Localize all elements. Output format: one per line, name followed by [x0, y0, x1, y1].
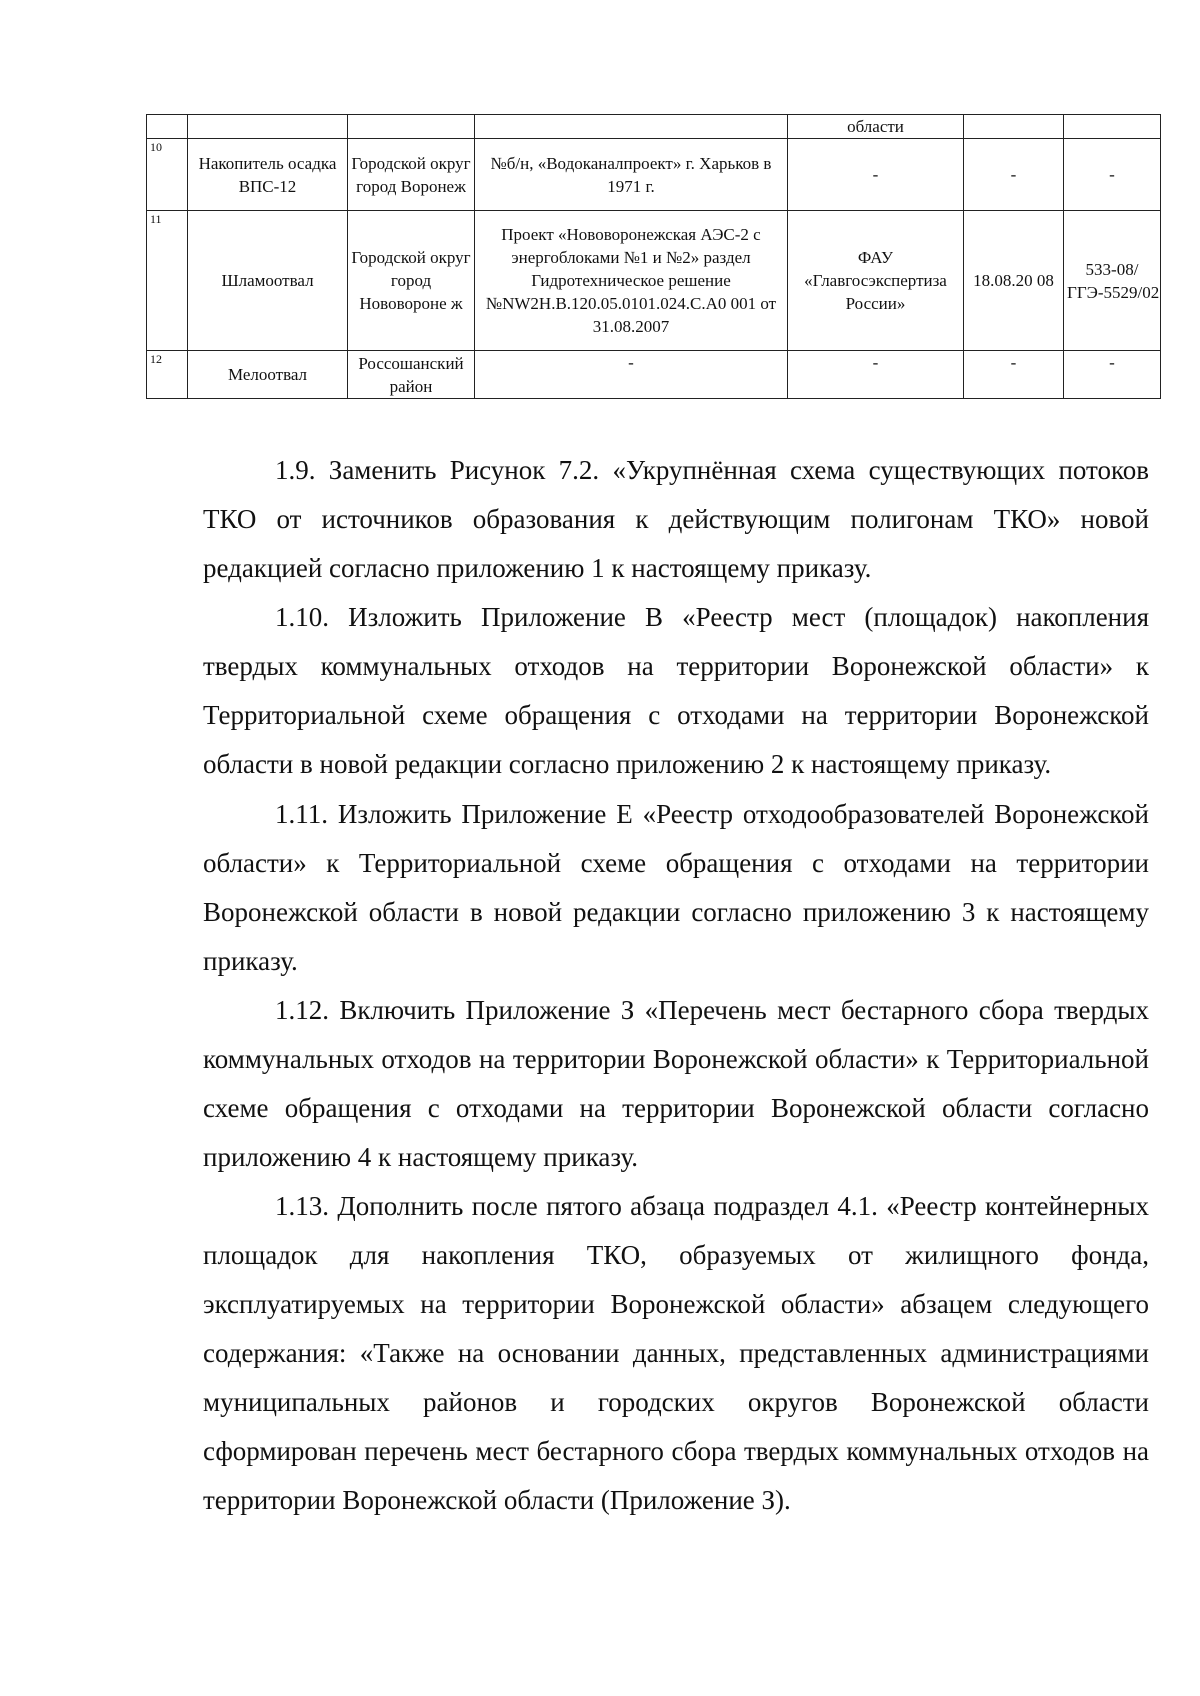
paragraph-1-10: 1.10. Изложить Приложение В «Реестр мест (площадок) накопления твердых коммунальных отходов на территории Воронежской области» к Территориальной схеме обращения с отходами на территории Воронежской области в новой редакции согласно приложению 2 к настоящему приказу. — [203, 602, 1149, 779]
object-name — [188, 115, 348, 139]
object-name: Мелоотвал — [188, 351, 348, 399]
object-location: Городской округ город Воронеж — [348, 139, 475, 211]
expertise-date: - — [964, 351, 1064, 399]
object-name: Накопитель осадка ВПС-12 — [188, 139, 348, 211]
object-location: Городской округ город Нововороне ж — [348, 211, 475, 351]
expertise-number: 533-08/ГГЭ-5529/02 — [1064, 211, 1161, 351]
row-number — [147, 115, 188, 139]
row-number: 11 — [147, 211, 188, 351]
paragraph-1-9: 1.9. Заменить Рисунок 7.2. «Укрупнённая схема существующих потоков ТКО от источников образования к действующим полигонам ТКО» новой редакцией согласно приложению 1 к настоящему приказу. — [203, 455, 1149, 583]
row-number: 10 — [147, 139, 188, 211]
object-name: Шламоотвал — [188, 211, 348, 351]
expertise-date — [964, 115, 1064, 139]
object-location: Россошанский район — [348, 351, 475, 399]
project-info: Проект «Нововоронежская АЭС-2 с энергоблоками №1 и №2» раздел Гидротехническое решение №NW2H.B.120.05.0101.024.C.A0 001 от 31.08.2007 — [475, 211, 788, 351]
project-info — [475, 115, 788, 139]
project-info: №б/н, «Водоканалпроект» г. Харьков в 1971 г. — [475, 139, 788, 211]
paragraph-1-13: 1.13. Дополнить после пятого абзаца подраздел 4.1. «Реестр контейнерных площадок для накопления ТКО, образуемых от жилищного фонда, эксплуатируемых на территории Воронежской области» абзацем следующего содержания: «Также на основании данных, представленных администрациями муниципальных районов и городских округов Воронежской области сформирован перечень мест бестарного сбора твердых коммунальных отходов на территории Воронежской области (Приложение З). — [203, 1191, 1149, 1515]
expertise-body: - — [788, 351, 964, 399]
expertise-body: области — [788, 115, 964, 139]
expertise-number — [1064, 115, 1161, 139]
expertise-date: 18.08.20 08 — [964, 211, 1064, 351]
expertise-number: - — [1064, 351, 1161, 399]
paragraph-1-11: 1.11. Изложить Приложение Е «Реестр отходообразователей Воронежской области» к Территориальной схеме обращения с отходами на территории Воронежской области в новой редакции согласно приложению 3 к настоящему приказу. — [203, 799, 1149, 976]
expertise-body: - — [788, 139, 964, 211]
table-row — [147, 115, 1161, 139]
table-row — [147, 211, 1161, 351]
table-row — [147, 139, 1161, 211]
project-info: - — [475, 351, 788, 399]
table-row — [147, 351, 1161, 399]
paragraph-1-12: 1.12. Включить Приложение З «Перечень мест бестарного сбора твердых коммунальных отходов на территории Воронежской области» к Территориальной схеме обращения с отходами на территории Воронежской области согласно приложению 4 к настоящему приказу. — [203, 995, 1149, 1172]
object-location — [348, 115, 475, 139]
expertise-date: - — [964, 139, 1064, 211]
row-number: 12 — [147, 351, 188, 399]
expertise-body: ФАУ «Главгосэкспертиза России» — [788, 211, 964, 351]
registry-table — [146, 114, 1161, 399]
expertise-number: - — [1064, 139, 1161, 211]
